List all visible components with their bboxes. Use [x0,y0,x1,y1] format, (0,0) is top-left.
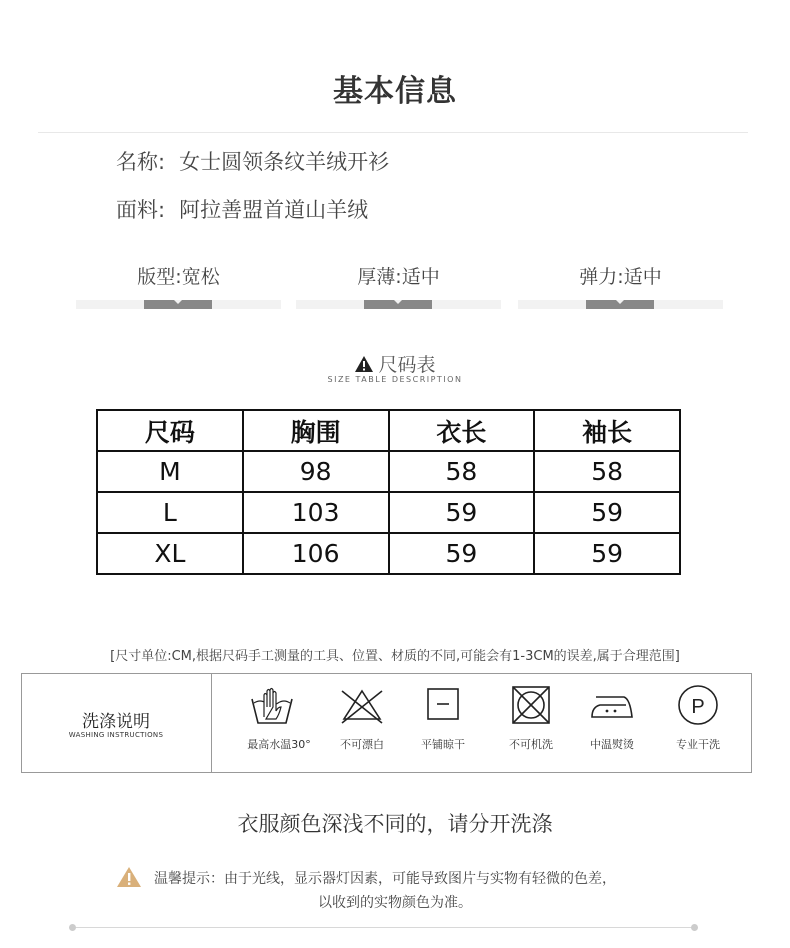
table-cell: 98 [243,451,389,492]
table-cell: 106 [243,533,389,574]
thickness-scale-notch [394,300,402,304]
fit-scale-notch [174,300,182,304]
table-cell: 58 [534,451,680,492]
wash-label-machine: 不可机洗 [509,738,553,751]
attr-label: 厚薄: [357,266,402,288]
attr-fit [76,262,281,289]
washing-divider [211,673,212,773]
no-machine-dry-icon [509,685,553,727]
info-label: 面料: [116,198,166,222]
footer-dot-left [69,924,76,931]
color-tip-line2: 以收到的实物颜色为准。 [318,895,472,911]
iron-medium-icon [590,685,634,727]
attr-value: 适中 [401,266,440,288]
wash-label-flat-dry: 平铺晾干 [421,738,465,751]
wash-label-iron: 中温熨烫 [590,738,634,751]
info-label: 名称: [116,150,166,174]
footer-dot-right [691,924,698,931]
table-row [97,451,680,492]
wash-label-hand: 最高水温30° [247,738,311,751]
elasticity-scale-notch [616,300,624,304]
table-cell: 59 [389,492,535,533]
page-title: 基本信息 [333,74,457,109]
flat-dry-icon [421,685,465,727]
title-divider [38,132,748,133]
info-value: 女士圆领条纹羊绒开衫 [179,150,390,174]
info-row-name [116,146,389,176]
washing-subtitle: WASHING INSTRUCTIONS [68,731,164,739]
caution-icon [116,866,142,888]
column-header: 尺码 [97,410,243,451]
table-row [97,533,680,574]
washing-title: 洗涤说明 [82,712,150,732]
attr-label: 弹力: [579,266,624,288]
column-header: 袖长 [534,410,680,451]
no-bleach-icon [340,685,384,727]
size-table-heading [0,350,790,377]
table-cell: L [97,492,243,533]
table-row [97,492,680,533]
table-cell: 103 [243,492,389,533]
warning-icon [354,355,374,373]
attr-value: 宽松 [181,266,220,288]
hand-wash-icon [250,685,294,727]
wash-label-bleach: 不可漂白 [340,738,384,751]
table-cell: 59 [534,533,680,574]
attr-elasticity [518,262,723,289]
table-cell: 59 [389,533,535,574]
info-value: 阿拉善盟首道山羊绒 [179,198,369,222]
dry-clean-letter: P [691,696,705,718]
table-cell: 58 [389,451,535,492]
size-table-title: 尺码表 [378,354,436,376]
size-table-header-row [97,410,680,451]
column-header: 衣长 [389,410,535,451]
attr-thickness [296,262,501,289]
size-table [96,409,681,575]
attr-label: 版型: [137,266,182,288]
footer-divider [72,927,694,928]
table-cell: 59 [534,492,680,533]
dry-clean-p-icon [676,685,720,727]
wash-label-dry-clean: 专业干洗 [676,738,720,751]
table-cell: XL [97,533,243,574]
wash-separately-slogan: 衣服颜色深浅不同的，请分开洗涤 [237,812,553,836]
attr-value: 适中 [623,266,662,288]
table-cell: M [97,451,243,492]
size-table-subtitle: SIZE TABLE DESCRIPTION [327,375,463,384]
measurement-note: [尺寸单位:CM,根据尺码手工测量的工具、位置、材质的不同,可能会有1-3CM的误差,属于合理范围] [110,649,680,664]
column-header: 胸围 [243,410,389,451]
color-tip-line1: 温馨提示：由于光线，显示器灯因素，可能导致图片与实物有轻微的色差， [154,871,616,887]
info-row-fabric [116,194,368,224]
